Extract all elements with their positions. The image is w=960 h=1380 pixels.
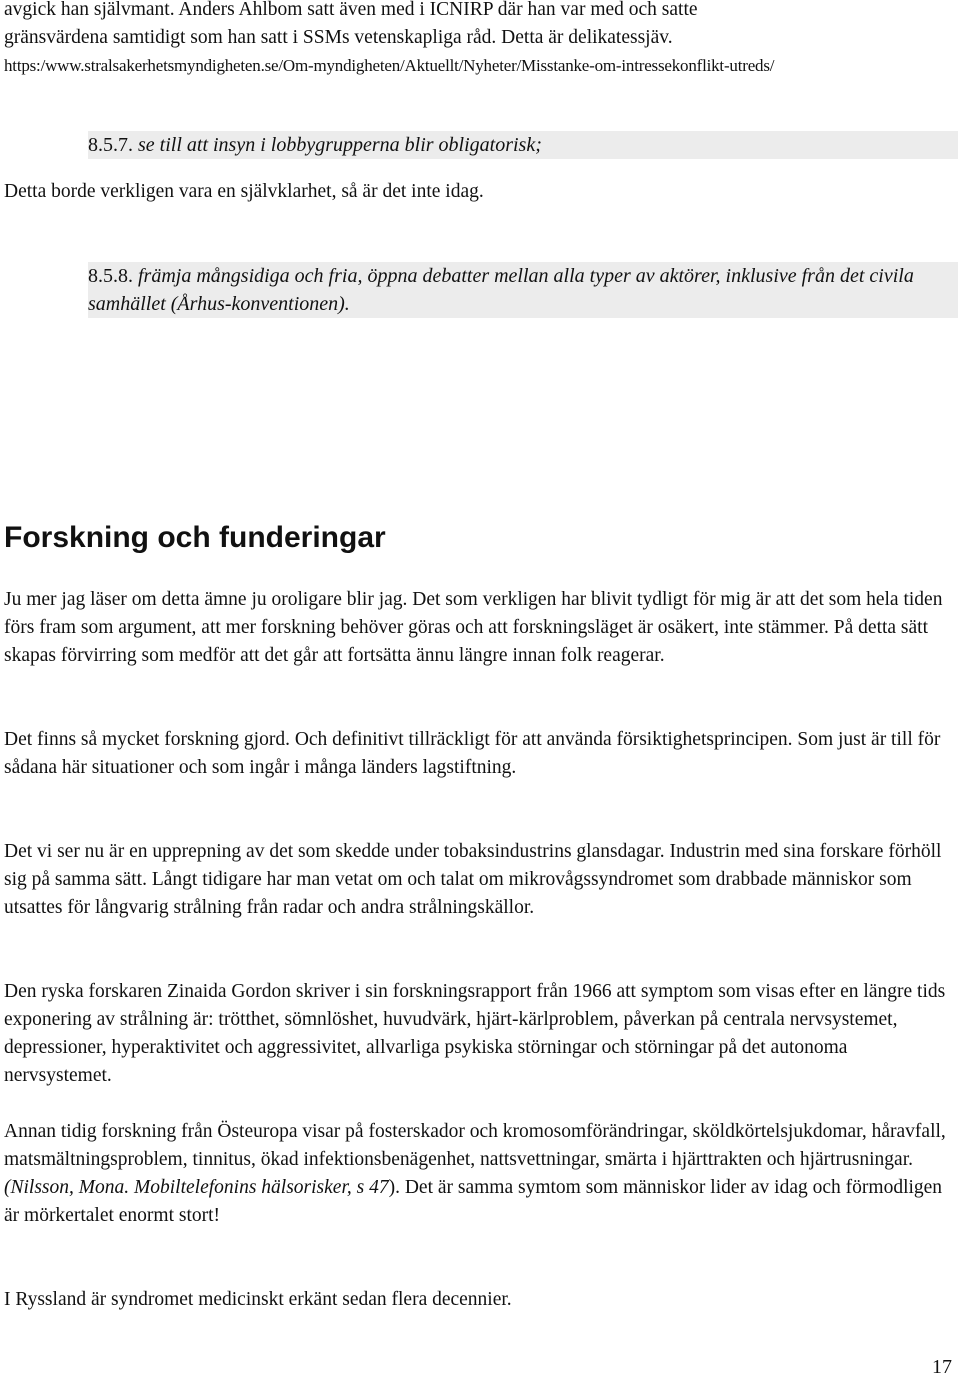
- continued-line-2: gränsvärdena samtidigt som han satt i SSMs vetenskapliga råd. Detta är delikatessjäv.: [4, 27, 673, 48]
- paragraph-5: [4, 1118, 952, 1230]
- list-item-8-5-7: [88, 131, 958, 159]
- continued-paragraph: [4, 0, 952, 80]
- paragraph-3: Det vi ser nu är en upprepning av det som skedde under tobaksindustrins glansdagar. Industrin med sina forskare förhöll sig på samma sätt. Långt tidigare har man vetat om och talat om mikrovågssyndromet som drabbade människor som utsattes för långvarig strålning från radar och andra strålningskällor.: [4, 841, 942, 918]
- continued-line-1: avgick han självmant. Anders Ahlbom satt även med i ICNIRP där han var med och satte: [4, 0, 698, 20]
- paragraph-4: Den ryska forskaren Zinaida Gordon skriver i sin forskningsrapport från 1966 att symptom som visas efter en längre tids exponering av strålning är: trötthet, sömnlöshet, huvudvärk, hjärt-kärlproblem, påverkan på centrala nervsystemet, depressioner, hyperaktivitet och aggressivitet, allvarliga psykiska störningar och störningar på det autonoma nervsystemet.: [4, 981, 946, 1086]
- list-item-8-5-8: [88, 262, 958, 318]
- item-text: främja mångsidiga och fria, öppna debatter mellan alla typer av aktörer, inklusive från det civila samhället (Århus-konventionen).: [88, 265, 914, 315]
- citation: (Nilsson, Mona. Mobiltelefonins hälsorisker, s 47: [4, 1177, 389, 1198]
- paragraph-5-end: ). Det är samma symtom som människor lider av idag och förmodligen är mörkertalet enormt stort!: [4, 1177, 943, 1226]
- item-text: se till att insyn i lobbygrupperna blir obligatorisk;: [138, 134, 542, 156]
- source-url-link[interactable]: https:/www.stralsakerhetsmyndigheten.se/Om-myndigheten/Aktuellt/Nyheter/Misstanke-om-intressekonflikt-utreds/: [4, 56, 775, 75]
- page-number: 17: [932, 1356, 952, 1378]
- item-number: 8.5.7.: [88, 134, 133, 156]
- section-heading: Forskning och funderingar: [4, 521, 386, 554]
- paragraph-6: I Ryssland är syndromet medicinskt erkänt sedan flera decennier.: [4, 1289, 512, 1310]
- paragraph-1: Ju mer jag läser om detta ämne ju oroligare blir jag. Det som verkligen har blivit tydligt för mig är att det som hela tiden förs fram som argument, att mer forskning behöver göras och att forskningsläget är osäkert, inte stämmer. På detta sätt skapas förvirring som medför att det går att fortsätta ännu längre innan folk reagerar.: [4, 589, 943, 666]
- item-comment: Detta borde verkligen vara en självklarhet, så är det inte idag.: [4, 181, 484, 202]
- item-number: 8.5.8.: [88, 265, 133, 287]
- paragraph-2: Det finns så mycket forskning gjord. Och definitivt tillräckligt för att använda försiktighetsprincipen. Som just är till för sådana här situationer och som ingår i många länders lagstiftning.: [4, 729, 941, 778]
- paragraph-5-text: Annan tidig forskning från Östeuropa visar på fosterskador och kromosomförändringar, sköldkörtelsjukdomar, håravfall, matsmältningsproblem, tinnitus, ökad infektionsbenägenhet, nattsvettningar, smärta i hjärttrakten och hjärtrusningar.: [4, 1121, 946, 1170]
